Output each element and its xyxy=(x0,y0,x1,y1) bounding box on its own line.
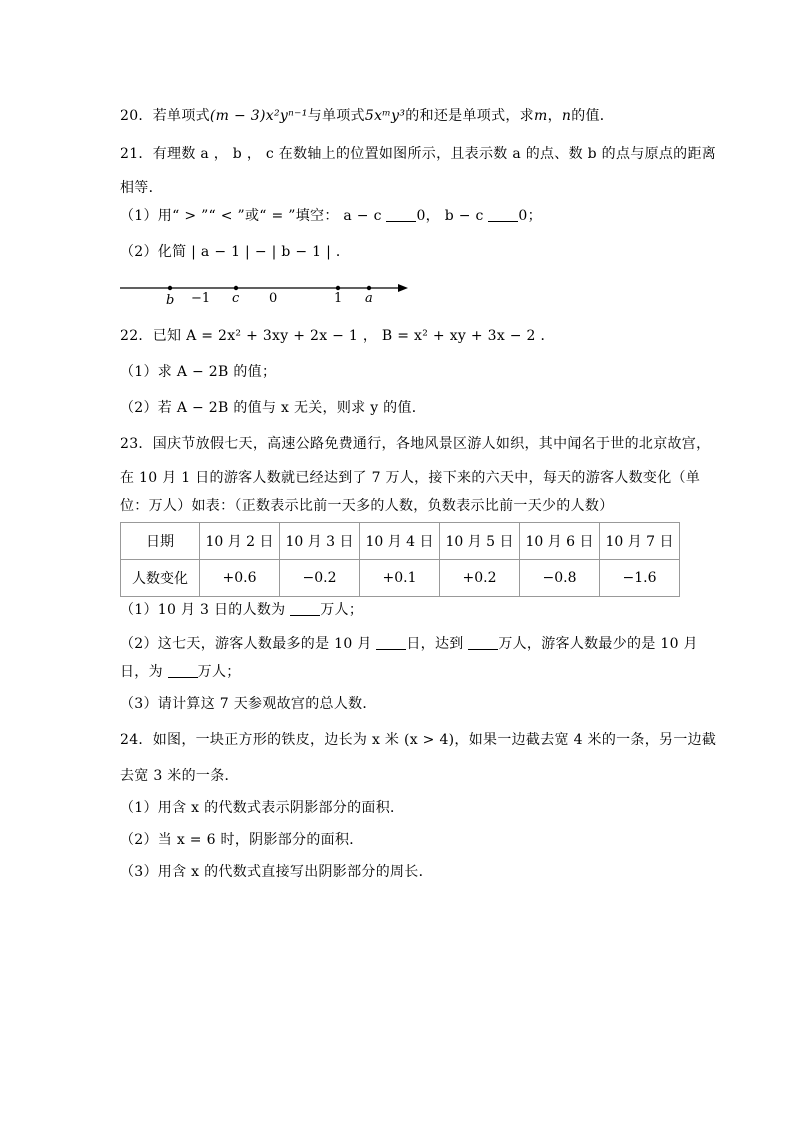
q24-part2: （2）当 x = 6 时，阴影部分的面积． xyxy=(120,832,364,848)
q23-p2-text-c: 万人，游客人数最少的是 10 月 xyxy=(498,636,698,652)
q20-text-b: 与单项式 xyxy=(307,108,365,124)
q20-expr2: 5xᵐy³ xyxy=(364,108,406,124)
visitor-change-table xyxy=(120,522,680,597)
table-change-cell: −1.6 xyxy=(600,560,680,597)
table-header-label: 日期 xyxy=(121,523,200,560)
table-row-label: 人数变化 xyxy=(121,560,200,597)
table-row-dates xyxy=(121,523,680,560)
q20-text-a: 若单项式 xyxy=(152,108,210,124)
label-1: 1 xyxy=(334,291,343,306)
q24-part1: （1）用含 x 的代数式表示阴影部分的面积． xyxy=(120,800,405,816)
answer-blank[interactable] xyxy=(386,207,416,222)
table-change-cell: +0.2 xyxy=(440,560,520,597)
point-c-dot xyxy=(234,286,238,290)
q20-sep: ， xyxy=(547,108,562,124)
table-date-cell: 10 月 7 日 xyxy=(600,523,680,560)
q21-part2: （2）化简 | a − 1 | − | b − 1 | ． xyxy=(120,244,351,260)
table-change-cell: +0.1 xyxy=(360,560,440,597)
table-change-cell: −0.2 xyxy=(280,560,360,597)
question-20 xyxy=(120,106,614,126)
q20-expr1: (m − 3)x²yⁿ⁻¹ xyxy=(209,108,308,124)
q21-p1-text-a: （1）用“ > ”“ < ”或“ = ”填空： a − c xyxy=(120,208,387,224)
answer-blank[interactable] xyxy=(468,635,498,650)
table-date-cell: 10 月 2 日 xyxy=(200,523,280,560)
table-date-cell: 10 月 4 日 xyxy=(360,523,440,560)
q20-var-n: n xyxy=(561,108,572,124)
answer-blank[interactable] xyxy=(168,663,198,678)
q23-part2-cont xyxy=(120,662,241,682)
q23-p1-text-a: （1）10 月 3 日的人数为 xyxy=(120,602,291,618)
table-date-cell: 10 月 3 日 xyxy=(280,523,360,560)
number-line xyxy=(118,278,418,308)
q23-line1: 23．国庆节放假七天，高速公路免费通行，各地风景区游人如织，其中闻名于世的北京故宫， xyxy=(120,436,711,452)
q23-part3: （3）请计算这 7 天参观故宫的总人数． xyxy=(120,696,377,712)
q24-line2: 去宽 3 米的一条． xyxy=(120,768,239,784)
q23-p2-text-a: （2）这七天，游客人数最多的是 10 月 xyxy=(120,636,377,652)
q21-line1: 21．有理数 a ， b ， c 在数轴上的位置如图所示，且表示数 a 的点、数 b 的点与原点的距离 xyxy=(120,146,717,162)
q22-part2: （2）若 A − 2B 的值与 x 无关，则求 y 的值． xyxy=(120,400,427,416)
q23-part1 xyxy=(120,600,363,620)
q22-part1: （1）求 A − 2B 的值； xyxy=(120,364,277,380)
q20-text-c: 的和还是单项式，求 xyxy=(405,108,534,124)
q20-var-m: m xyxy=(533,108,548,124)
point-b-dot xyxy=(168,286,172,290)
table-date-cell: 10 月 6 日 xyxy=(520,523,600,560)
point-1-dot xyxy=(336,286,340,290)
q24-part3: （3）用含 x 的代数式直接写出阴影部分的周长． xyxy=(120,864,433,880)
answer-blank[interactable] xyxy=(488,207,518,222)
q20-text-d: 的值． xyxy=(571,108,615,124)
answer-blank[interactable] xyxy=(376,635,406,650)
label-neg1: −1 xyxy=(191,291,211,306)
label-a: a xyxy=(365,291,373,306)
q23-line3: 位：万人）如表：（正数表示比前一天多的人数，负数表示比前一天少的人数） xyxy=(120,498,614,514)
q20-number: 20． xyxy=(120,108,153,124)
number-line-arrow xyxy=(398,284,408,292)
q24-line1: 24．如图，一块正方形的铁皮，边长为 x 米 (x > 4)，如果一边截去宽 4 米的一条，另一边截 xyxy=(120,732,717,748)
table-row-changes xyxy=(121,560,680,597)
q23-line2: 在 10 月 1 日的游客人数就已经达到了 7 万人，接下来的六天中，每天的游客人数变化（单 xyxy=(120,470,701,486)
q21-line2: 相等． xyxy=(120,180,163,196)
label-0: 0 xyxy=(269,291,278,306)
label-b: b xyxy=(166,293,175,308)
q22-line1: 22．已知 A = 2x² + 3xy + 2x − 1 ， B = x² + xy + 3x − 2 ． xyxy=(120,328,555,344)
table-date-cell: 10 月 5 日 xyxy=(440,523,520,560)
point-a-dot xyxy=(367,286,371,290)
q23-p2-text-d: 日，为 xyxy=(120,664,168,680)
q23-p2-text-e: 万人； xyxy=(197,664,241,680)
q21-part1 xyxy=(120,206,542,226)
table-change-cell: −0.8 xyxy=(520,560,600,597)
label-c: c xyxy=(232,291,240,306)
q21-p1-text-b: 0， b − c xyxy=(416,208,489,224)
q23-p1-text-b: 万人； xyxy=(320,602,364,618)
answer-blank[interactable] xyxy=(290,601,320,616)
q23-p2-text-b: 日，达到 xyxy=(406,636,469,652)
q21-p1-text-c: 0； xyxy=(518,208,542,224)
q23-part2 xyxy=(120,634,698,654)
table-change-cell: +0.6 xyxy=(200,560,280,597)
